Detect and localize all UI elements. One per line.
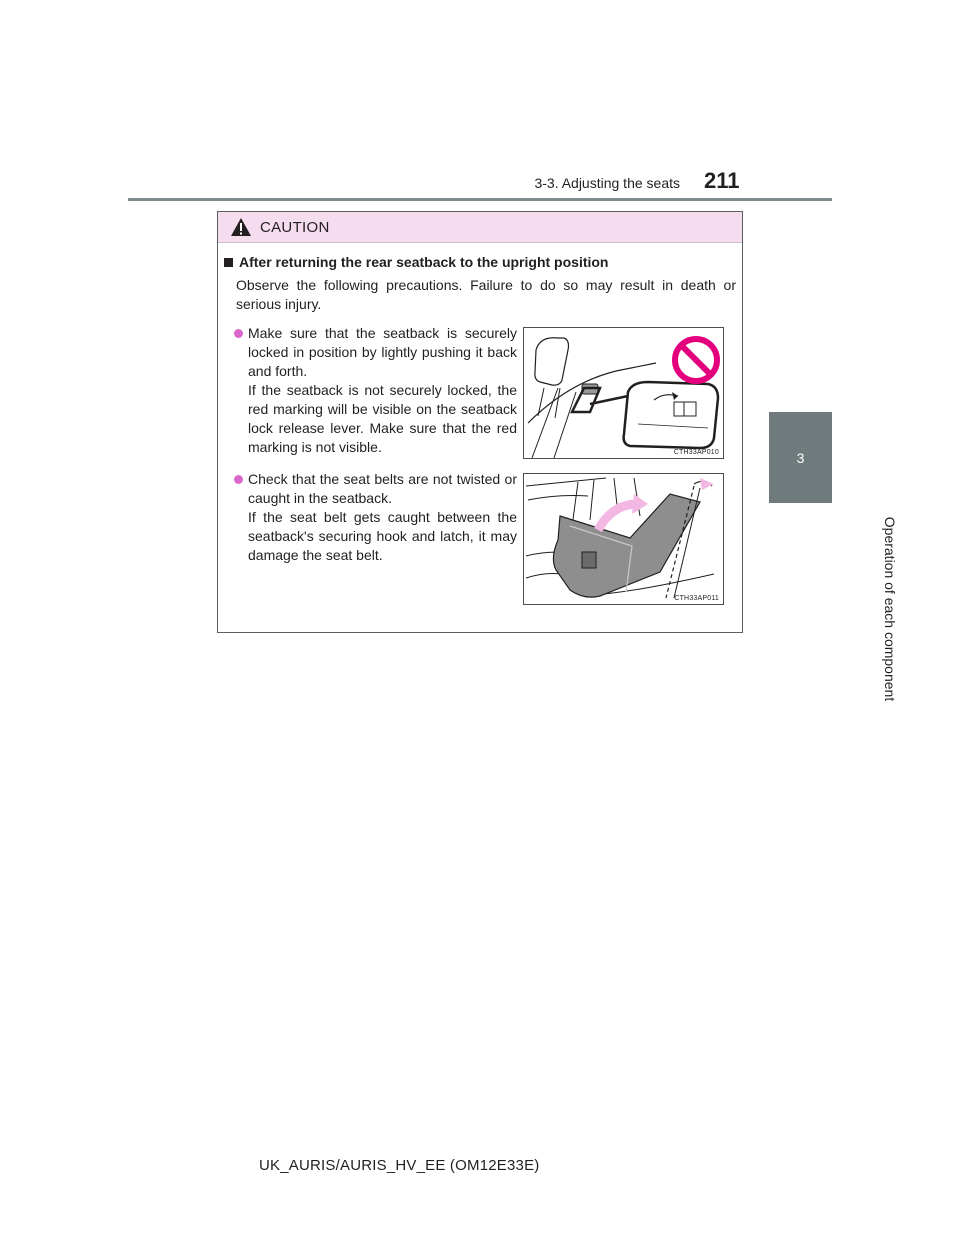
seatback-lock-drawing	[524, 328, 723, 458]
bullet-dot-icon	[234, 475, 243, 484]
section-title: 3-3. Adjusting the seats	[534, 175, 680, 191]
caution-heading	[224, 254, 608, 270]
square-bullet-icon	[224, 258, 233, 267]
chapter-tab	[769, 412, 832, 503]
chapter-label: Operation of each component	[882, 516, 898, 702]
warning-triangle-icon	[230, 217, 252, 237]
caution-item-text: Check that the seat belts are not twisted or caught in the seatback.	[248, 471, 517, 506]
caution-intro: Observe the following precautions. Failure to do so may result in death or serious injury.	[236, 277, 736, 312]
caution-item-text: Make sure that the seatback is securely locked in position by lightly pushing it back and forth.	[248, 325, 517, 379]
caution-header	[218, 212, 742, 243]
chapter-number: 3	[796, 449, 805, 466]
caution-item	[232, 324, 517, 457]
caution-item-detail: If the seatback is not securely locked, the red marking will be visible on the seatback lock release lever. Make sure that the red marking is not visible.	[248, 382, 517, 455]
figure-code: CTH33AP011	[674, 595, 719, 602]
header-rule	[128, 198, 832, 201]
seatback-lock-illustration	[523, 327, 724, 459]
caution-title: CAUTION	[260, 218, 330, 236]
caution-box	[217, 211, 743, 633]
figure-code: CTH33AP010	[673, 449, 719, 456]
page-number: 211	[704, 168, 740, 193]
caution-heading-text: After returning the rear seatback to the upright position	[239, 254, 609, 270]
caution-item-detail: If the seat belt gets caught between the seatback's securing hook and latch, it may damage the seat belt.	[248, 509, 517, 563]
bullet-dot-icon	[234, 329, 243, 338]
seat-belt-illustration	[523, 473, 724, 605]
caution-item	[232, 470, 517, 565]
seat-belt-drawing	[524, 474, 723, 604]
document-footer: UK_AURIS/AURIS_HV_EE (OM12E33E)	[259, 1157, 540, 1174]
